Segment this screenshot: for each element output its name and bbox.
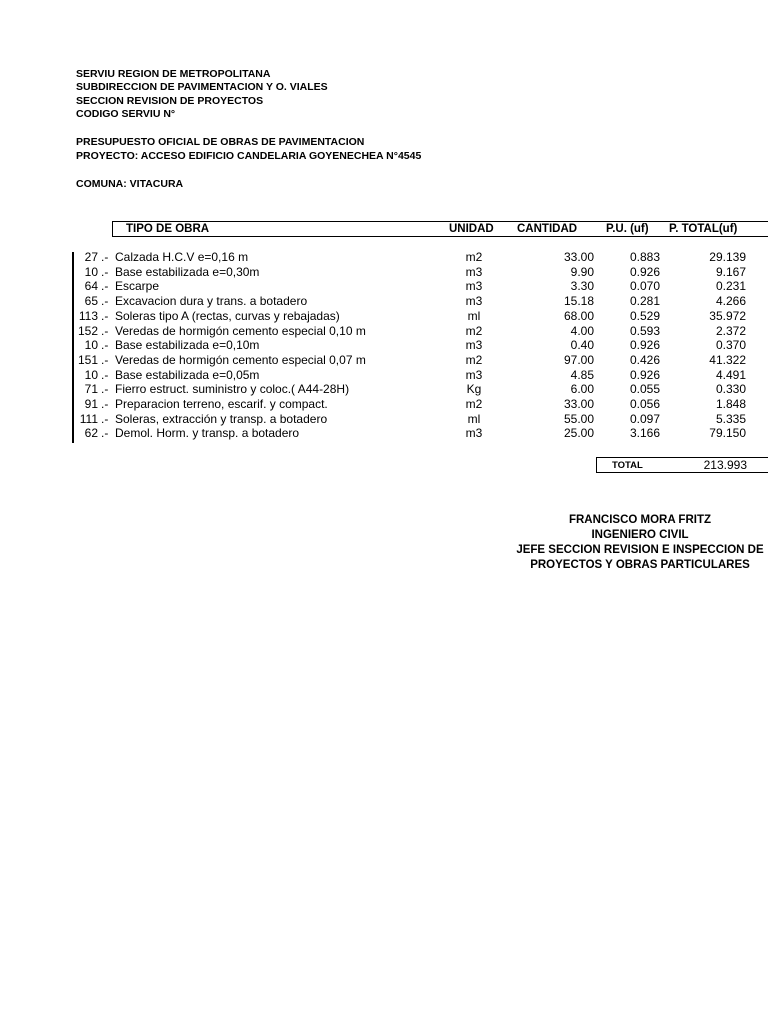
row-unit-price: 0.281 — [629, 294, 660, 309]
row-total-price: 5.335 — [715, 411, 746, 426]
row-separator: .- — [101, 264, 109, 279]
row-unit: m3 — [465, 338, 483, 353]
row-total-price: 0.370 — [715, 338, 746, 353]
row-description: Veredas de hormigón cemento especial 0,10 m — [115, 323, 366, 338]
row-description: Escarpe — [115, 279, 160, 294]
row-description: Soleras, extracción y transp. a botadero — [115, 411, 328, 426]
row-code: 151 — [77, 352, 98, 367]
row-separator: .- — [101, 367, 109, 382]
row-unit-price: 0.426 — [629, 352, 660, 367]
signer-department: PROYECTOS Y OBRAS PARTICULARES — [530, 559, 750, 571]
section-name: SECCION REVISION DE PROYECTOS — [76, 95, 264, 107]
row-description: Preparacion terreno, escarif. y compact. — [115, 397, 328, 411]
table-row — [0, 426, 768, 441]
row-quantity: 6.00 — [570, 382, 594, 397]
row-total-price: 9.167 — [715, 264, 746, 279]
row-quantity: 68.00 — [563, 308, 594, 323]
row-unit: m2 — [465, 397, 483, 411]
table-row — [0, 294, 768, 309]
row-code: 27 — [84, 250, 98, 264]
row-unit-price: 0.593 — [629, 323, 660, 338]
row-quantity: 3.30 — [570, 279, 594, 294]
row-code: 62 — [84, 426, 98, 441]
row-unit-price: 0.883 — [629, 250, 660, 264]
row-unit-price: 0.926 — [629, 338, 660, 353]
row-quantity: 9.90 — [570, 264, 594, 279]
row-description: Calzada H.C.V e=0,16 m — [115, 250, 249, 264]
row-unit: m2 — [465, 323, 483, 338]
project-name: PROYECTO: ACCESO EDIFICIO CANDELARIA GOYENECHEA N°4545 — [76, 150, 422, 162]
row-unit: ml — [467, 308, 481, 323]
table-row — [0, 265, 768, 280]
row-description: Base estabilizada e=0,30m — [115, 264, 260, 279]
row-code: 10 — [84, 367, 98, 382]
row-separator: .- — [101, 308, 109, 323]
row-code: 152 — [77, 323, 98, 338]
row-code: 64 — [84, 279, 98, 294]
row-code: 113 — [78, 308, 98, 323]
row-unit: Kg — [466, 382, 482, 397]
table-row — [0, 309, 768, 324]
row-unit: ml — [467, 411, 481, 426]
row-unit-price: 3.166 — [629, 426, 660, 441]
row-description: Demol. Horm. y transp. a botadero — [115, 426, 300, 441]
row-code: 10 — [84, 264, 98, 279]
table-row — [0, 250, 768, 265]
row-code: 111 — [79, 411, 98, 426]
row-unit: m2 — [465, 352, 483, 367]
row-quantity: 33.00 — [563, 397, 594, 411]
row-separator: .- — [101, 279, 109, 294]
row-unit: m3 — [465, 294, 483, 309]
signer-title: INGENIERO CIVIL — [591, 529, 689, 541]
row-quantity: 15.18 — [563, 294, 594, 309]
row-unit: m3 — [465, 367, 483, 382]
row-description: Fierro estruct. suministro y coloc.( A44-28H) — [115, 382, 350, 397]
total-label: TOTAL — [612, 460, 643, 471]
org-name: SERVIU REGION DE METROPOLITANA — [76, 68, 271, 80]
row-description: Soleras tipo A (rectas, curvas y rebajadas) — [115, 308, 340, 323]
row-unit-price: 0.529 — [629, 308, 660, 323]
table-row — [0, 412, 768, 427]
row-quantity: 25.00 — [563, 426, 594, 441]
row-unit: m3 — [465, 264, 483, 279]
row-unit-price: 0.055 — [629, 382, 660, 397]
row-separator: .- — [101, 397, 109, 411]
row-separator: .- — [101, 411, 109, 426]
row-separator: .- — [101, 382, 109, 397]
row-code: 91 — [84, 397, 98, 411]
row-total-price: 41.322 — [709, 352, 746, 367]
row-unit: m2 — [465, 250, 483, 264]
row-quantity: 4.00 — [570, 323, 594, 338]
row-separator: .- — [101, 250, 109, 264]
row-quantity: 4.85 — [570, 367, 594, 382]
row-quantity: 33.00 — [563, 250, 594, 264]
row-unit-price: 0.070 — [629, 279, 660, 294]
table-row — [0, 397, 768, 412]
total-value: 213.993 — [703, 458, 747, 472]
row-total-price: 0.231 — [715, 279, 746, 294]
row-description: Base estabilizada e=0,05m — [115, 367, 260, 382]
table-header — [112, 221, 768, 237]
col-pu: P.U. (uf) — [606, 223, 649, 235]
serviu-code: CODIGO SERVIU N° — [76, 108, 176, 120]
table-row — [0, 353, 768, 368]
row-total-price: 2.372 — [715, 323, 746, 338]
table-row — [0, 368, 768, 383]
row-code: 65 — [84, 294, 98, 309]
row-separator: .- — [101, 294, 109, 309]
row-unit-price: 0.926 — [629, 367, 660, 382]
subdivision-name: SUBDIRECCION DE PAVIMENTACION Y O. VIALES — [76, 81, 328, 93]
row-code: 71 — [84, 382, 98, 397]
row-total-price: 29.139 — [709, 250, 746, 264]
row-description: Base estabilizada e=0,10m — [115, 338, 260, 353]
row-separator: .- — [101, 323, 109, 338]
row-quantity: 97.00 — [563, 352, 594, 367]
col-unidad: UNIDAD — [449, 223, 494, 235]
row-unit: m3 — [465, 426, 483, 441]
row-total-price: 35.972 — [709, 308, 746, 323]
row-total-price: 0.330 — [715, 382, 746, 397]
commune: COMUNA: VITACURA — [76, 178, 184, 190]
table-row — [0, 382, 768, 397]
signer-role: JEFE SECCION REVISION E INSPECCION DE — [516, 544, 764, 556]
col-cantidad: CANTIDAD — [517, 223, 578, 235]
row-unit-price: 0.926 — [629, 264, 660, 279]
col-tipo-de-obra: TIPO DE OBRA — [126, 223, 210, 235]
row-quantity: 55.00 — [563, 411, 594, 426]
row-unit-price: 0.097 — [629, 411, 660, 426]
row-total-price: 1.848 — [715, 397, 746, 411]
table-row — [0, 279, 768, 294]
row-code: 10 — [84, 338, 98, 353]
table-row — [0, 324, 768, 339]
signer-name: FRANCISCO MORA FRITZ — [568, 514, 712, 526]
row-separator: .- — [101, 352, 109, 367]
row-unit: m3 — [465, 279, 483, 294]
row-separator: .- — [101, 338, 109, 353]
budget-title: PRESUPUESTO OFICIAL DE OBRAS DE PAVIMENTACION — [76, 136, 365, 148]
row-total-price: 4.266 — [715, 294, 746, 309]
row-description: Excavacion dura y trans. a botadero — [115, 294, 308, 309]
col-ptotal: P. TOTAL(uf) — [669, 223, 738, 235]
row-separator: .- — [101, 426, 109, 441]
row-total-price: 4.491 — [715, 367, 746, 382]
row-quantity: 0.40 — [570, 338, 594, 353]
row-total-price: 79.150 — [709, 426, 746, 441]
total-box — [596, 457, 768, 473]
row-unit-price: 0.056 — [629, 397, 660, 411]
row-description: Veredas de hormigón cemento especial 0,07 m — [115, 352, 366, 367]
table-row — [0, 338, 768, 353]
